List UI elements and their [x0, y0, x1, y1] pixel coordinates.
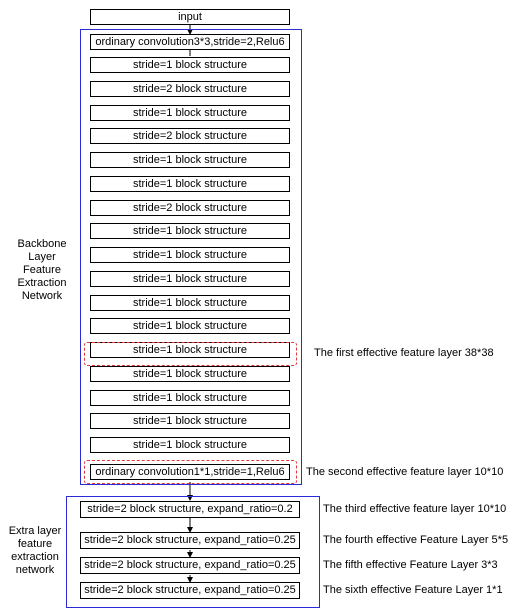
extra-label: Extra layer feature extraction network: [8, 525, 62, 576]
second-effective-note: The second effective feature layer 10*10: [306, 466, 504, 478]
input-box: input: [90, 9, 290, 25]
backbone-block-12: stride=1 block structure: [90, 318, 290, 334]
extra-block-3: stride=2 block structure, expand_ratio=0.25: [80, 557, 300, 574]
backbone-block-10: stride=1 block structure: [90, 271, 290, 287]
backbone-block-2: stride=2 block structure: [90, 81, 290, 97]
backbone-block-3: stride=1 block structure: [90, 105, 290, 121]
extra-block-2: stride=2 block structure, expand_ratio=0.25: [80, 532, 300, 549]
backbone-block-6: stride=1 block structure: [90, 176, 290, 192]
backbone-block-14: stride=1 block structure: [90, 366, 290, 382]
backbone-block-16: stride=1 block structure: [90, 413, 290, 429]
backbone-block-9: stride=1 block structure: [90, 247, 290, 263]
backbone-block-1: stride=1 block structure: [90, 57, 290, 73]
backbone-block-13: stride=1 block structure: [90, 342, 290, 358]
extra-note-2: The fourth effective Feature Layer 5*5: [323, 534, 509, 546]
backbone-block-5: stride=1 block structure: [90, 152, 290, 168]
last-conv-box: ordinary convolution1*1,stride=1,Relu6: [90, 464, 290, 480]
backbone-block-11: stride=1 block structure: [90, 295, 290, 311]
backbone-label: Backbone Layer Feature Extraction Network: [17, 238, 67, 302]
extra-note-3: The fifth effective Feature Layer 3*3: [323, 559, 498, 571]
backbone-block-4: stride=2 block structure: [90, 128, 290, 144]
first-conv-box: ordinary convolution3*3,stride=2,Relu6: [90, 34, 290, 50]
backbone-block-17: stride=1 block structure: [90, 437, 290, 453]
first-effective-highlight: [84, 342, 297, 366]
backbone-block-15: stride=1 block structure: [90, 390, 290, 406]
backbone-block-8: stride=1 block structure: [90, 223, 290, 239]
extra-block-4: stride=2 block structure, expand_ratio=0.25: [80, 582, 300, 599]
extra-block-1: stride=2 block structure, expand_ratio=0.2: [80, 501, 300, 518]
extra-note-1: The third effective feature layer 10*10: [323, 503, 507, 515]
first-effective-note: The first effective feature layer 38*38: [314, 347, 494, 359]
extra-note-4: The sixth effective Feature Layer 1*1: [323, 584, 503, 596]
backbone-block-7: stride=2 block structure: [90, 200, 290, 216]
